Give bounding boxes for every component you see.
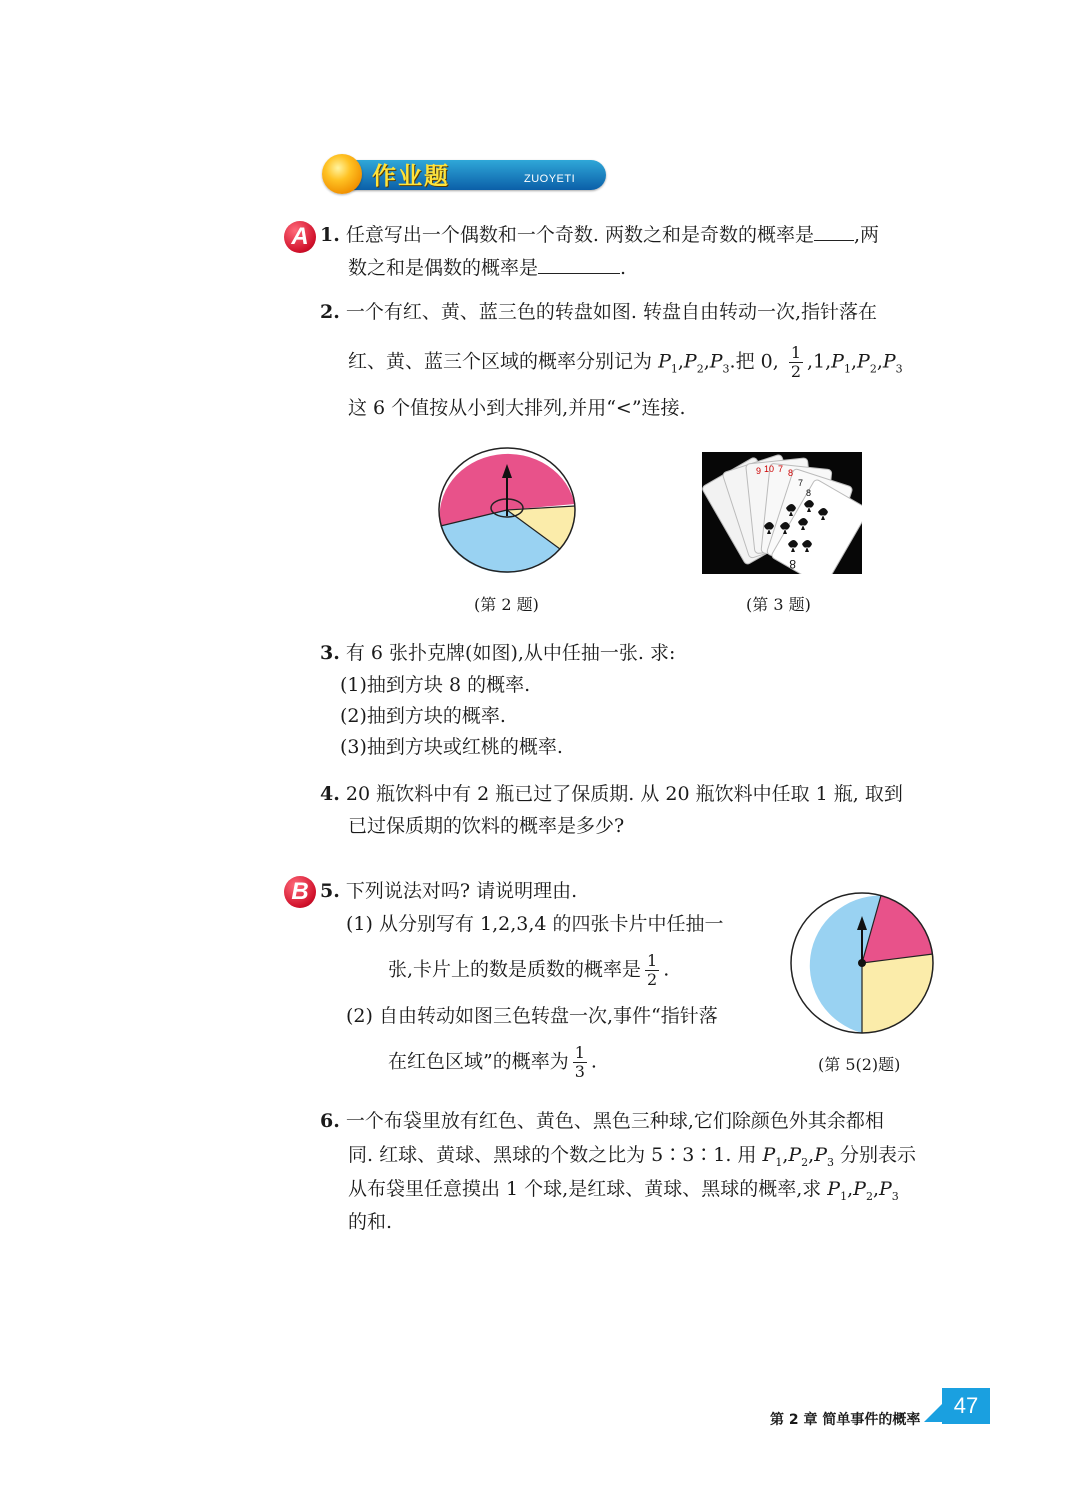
q1-text-c: 数之和是偶数的概率是 bbox=[348, 257, 539, 279]
q3-sub3: (3)抽到方块或红桃的概率. bbox=[340, 736, 563, 758]
spinner-figure-2 bbox=[436, 446, 578, 574]
p1-symbol: P bbox=[658, 350, 671, 373]
q1-text-a: 任意写出一个偶数和一个奇数. 两数之和是奇数的概率是 bbox=[345, 224, 814, 246]
p2-symbol: P bbox=[853, 1178, 866, 1200]
question-number: 6. bbox=[320, 1110, 340, 1132]
card-rank: 9 bbox=[756, 466, 762, 476]
q6-line2-b: 分别表示 bbox=[840, 1144, 917, 1166]
p3-symbol: P bbox=[882, 350, 896, 373]
p2-symbol: P bbox=[857, 350, 870, 373]
fraction-denominator: 2 bbox=[790, 362, 801, 381]
answer-blank bbox=[538, 251, 620, 274]
q5-sub2-text: 在红色区域”的概率为 bbox=[388, 1050, 569, 1073]
q5-sub1-text: 张,卡片上的数是质数的概率是 bbox=[388, 958, 642, 981]
pivot-dot bbox=[858, 959, 866, 967]
p1-symbol: P bbox=[831, 350, 844, 373]
q6-line3: 从布袋里任意摸出 1 个球,是红球、黄球、黑球的概率,求 $P_1,P_2,P_3$ bbox=[348, 1178, 899, 1203]
caption-figure-5: (第 5(2)题) bbox=[818, 1055, 901, 1074]
question-number: 2. bbox=[320, 301, 340, 323]
q5-line1: 下列说法对吗? 请说明理由. bbox=[345, 880, 578, 902]
footer-tab-icon bbox=[924, 1400, 944, 1422]
p2-symbol: P bbox=[683, 350, 697, 373]
homework-banner bbox=[318, 150, 608, 196]
question-number: 4. bbox=[320, 783, 340, 805]
fraction-numerator: 1 bbox=[574, 1043, 585, 1062]
orb-icon bbox=[322, 154, 362, 194]
q6-line4: 的和. bbox=[348, 1211, 393, 1233]
question-3 bbox=[320, 637, 675, 669]
q1-text-b: ,两 bbox=[853, 224, 880, 246]
p1-subscript: 1 bbox=[670, 362, 678, 376]
question-number: 5. bbox=[320, 880, 340, 902]
q6-line1: 一个布袋里放有红色、黄色、黑色三种球,它们除颜色外其余都相 bbox=[345, 1110, 884, 1132]
caption-figure-3: (第 3 题) bbox=[746, 595, 811, 614]
page-number: 47 bbox=[942, 1388, 990, 1424]
question-2 bbox=[320, 296, 877, 328]
spinner-figure-5 bbox=[790, 892, 934, 1034]
q1-text-d: . bbox=[620, 257, 627, 279]
p2-subscript: 2 bbox=[869, 362, 877, 376]
p2-subscript: 2 bbox=[801, 1155, 809, 1169]
q5-sub2-line1: (2) 自由转动如图三色转盘一次,事件“指针落 bbox=[346, 1005, 718, 1027]
q2-line2-c: ,1, bbox=[807, 350, 832, 373]
fraction-denominator: 3 bbox=[574, 1062, 585, 1081]
question-number: 3. bbox=[320, 642, 340, 664]
chapter-footer: 第 2 章 简单事件的概率 bbox=[770, 1412, 921, 1428]
p1-symbol: P bbox=[827, 1178, 841, 1200]
card-rank: 8 bbox=[788, 468, 794, 478]
question-1-line2 bbox=[348, 251, 626, 284]
level-b-badge: B bbox=[284, 876, 316, 908]
p2-subscript: 2 bbox=[696, 362, 704, 376]
period: . bbox=[663, 958, 670, 981]
p2-subscript: 2 bbox=[865, 1189, 873, 1203]
p3-symbol: P bbox=[878, 1178, 892, 1200]
q4-line2: 已过保质期的饮料的概率是多少? bbox=[348, 815, 625, 837]
banner-title: 作业题 bbox=[372, 162, 450, 190]
fraction-denominator: 2 bbox=[647, 970, 658, 989]
question-4 bbox=[320, 778, 903, 810]
q3-sub2: (2)抽到方块的概率. bbox=[340, 705, 506, 727]
q5-sub1-line1: (1) 从分别写有 1,2,3,4 的四张卡片中任抽一 bbox=[346, 913, 724, 935]
fraction-numerator: 1 bbox=[647, 951, 658, 970]
q2-line1: 一个有红、黄、蓝三色的转盘如图. 转盘自由转动一次,指针落在 bbox=[345, 301, 878, 323]
caption-figure-2: (第 2 题) bbox=[474, 595, 539, 614]
q6-line2: 同. 红球、黄球、黑球的个数之比为 5∶3∶1. 用 $P_1,P_2,P_3$ 分别表示 bbox=[348, 1144, 917, 1169]
yellow-sector bbox=[862, 954, 934, 1033]
question-6 bbox=[320, 1105, 884, 1137]
p3-subscript: 3 bbox=[891, 1189, 899, 1203]
q4-line1: 20 瓶饮料中有 2 瓶已过了保质期. 从 20 瓶饮料中任取 1 瓶, 取到 bbox=[345, 783, 903, 805]
question-number: 1. bbox=[320, 224, 340, 246]
cards-photo bbox=[702, 452, 862, 574]
q6-line2-a: 同. 红球、黄球、黑球的个数之比为 5∶3∶1. 用 bbox=[348, 1144, 757, 1166]
p1-symbol: P bbox=[762, 1144, 776, 1166]
q3-sub1: (1)抽到方块 8 的概率. bbox=[340, 674, 531, 696]
q3-line1: 有 6 张扑克牌(如图),从中任抽一张. 求: bbox=[345, 642, 676, 664]
card-rank-bottom: 8 bbox=[789, 557, 796, 571]
card-rank: 7 bbox=[798, 478, 804, 488]
level-a-badge: A bbox=[284, 221, 316, 253]
p3-subscript: 3 bbox=[895, 362, 903, 376]
question-2-line2: 红、黄、蓝三个区域的概率分别记为 $P_1,P_2,P_3$.把 0, $\frac{1}{2}$ $,1,P_1,P_2,P_3$ bbox=[348, 343, 903, 381]
card-rank: 8 bbox=[806, 488, 812, 498]
p3-subscript: 3 bbox=[827, 1155, 834, 1169]
period: . bbox=[590, 1050, 597, 1073]
q5-sub1-line2 bbox=[388, 952, 669, 989]
p1-subscript: 1 bbox=[843, 362, 851, 376]
q2-line2-a: 红、黄、蓝三个区域的概率分别记为 bbox=[348, 350, 653, 373]
p3-symbol: P bbox=[709, 350, 723, 373]
q5-sub2-line2 bbox=[388, 1044, 597, 1081]
card-rank: 10 bbox=[764, 464, 775, 474]
p1-subscript: 1 bbox=[840, 1189, 848, 1203]
fraction-numerator: 1 bbox=[790, 343, 801, 362]
p3-subscript: 3 bbox=[722, 362, 730, 376]
q6-line3-a: 从布袋里任意摸出 1 个球,是红球、黄球、黑球的概率,求 bbox=[348, 1178, 822, 1200]
question-1 bbox=[320, 218, 879, 251]
p3-symbol: P bbox=[814, 1144, 827, 1166]
banner-subtitle: ZUOYETI bbox=[524, 173, 576, 185]
card-rank: 7 bbox=[778, 464, 784, 474]
fraction-one-third bbox=[573, 1044, 587, 1081]
q2-line2-b: .把 0, bbox=[729, 350, 779, 373]
question-2-line3: 这 6 个值按从小到大排列,并用“<”连接. bbox=[348, 397, 686, 419]
p1-subscript: 1 bbox=[775, 1155, 783, 1169]
fraction-one-half bbox=[645, 952, 659, 989]
p2-symbol: P bbox=[788, 1144, 802, 1166]
fraction-one-half bbox=[789, 344, 803, 381]
question-5 bbox=[320, 875, 577, 907]
answer-blank bbox=[814, 218, 854, 241]
